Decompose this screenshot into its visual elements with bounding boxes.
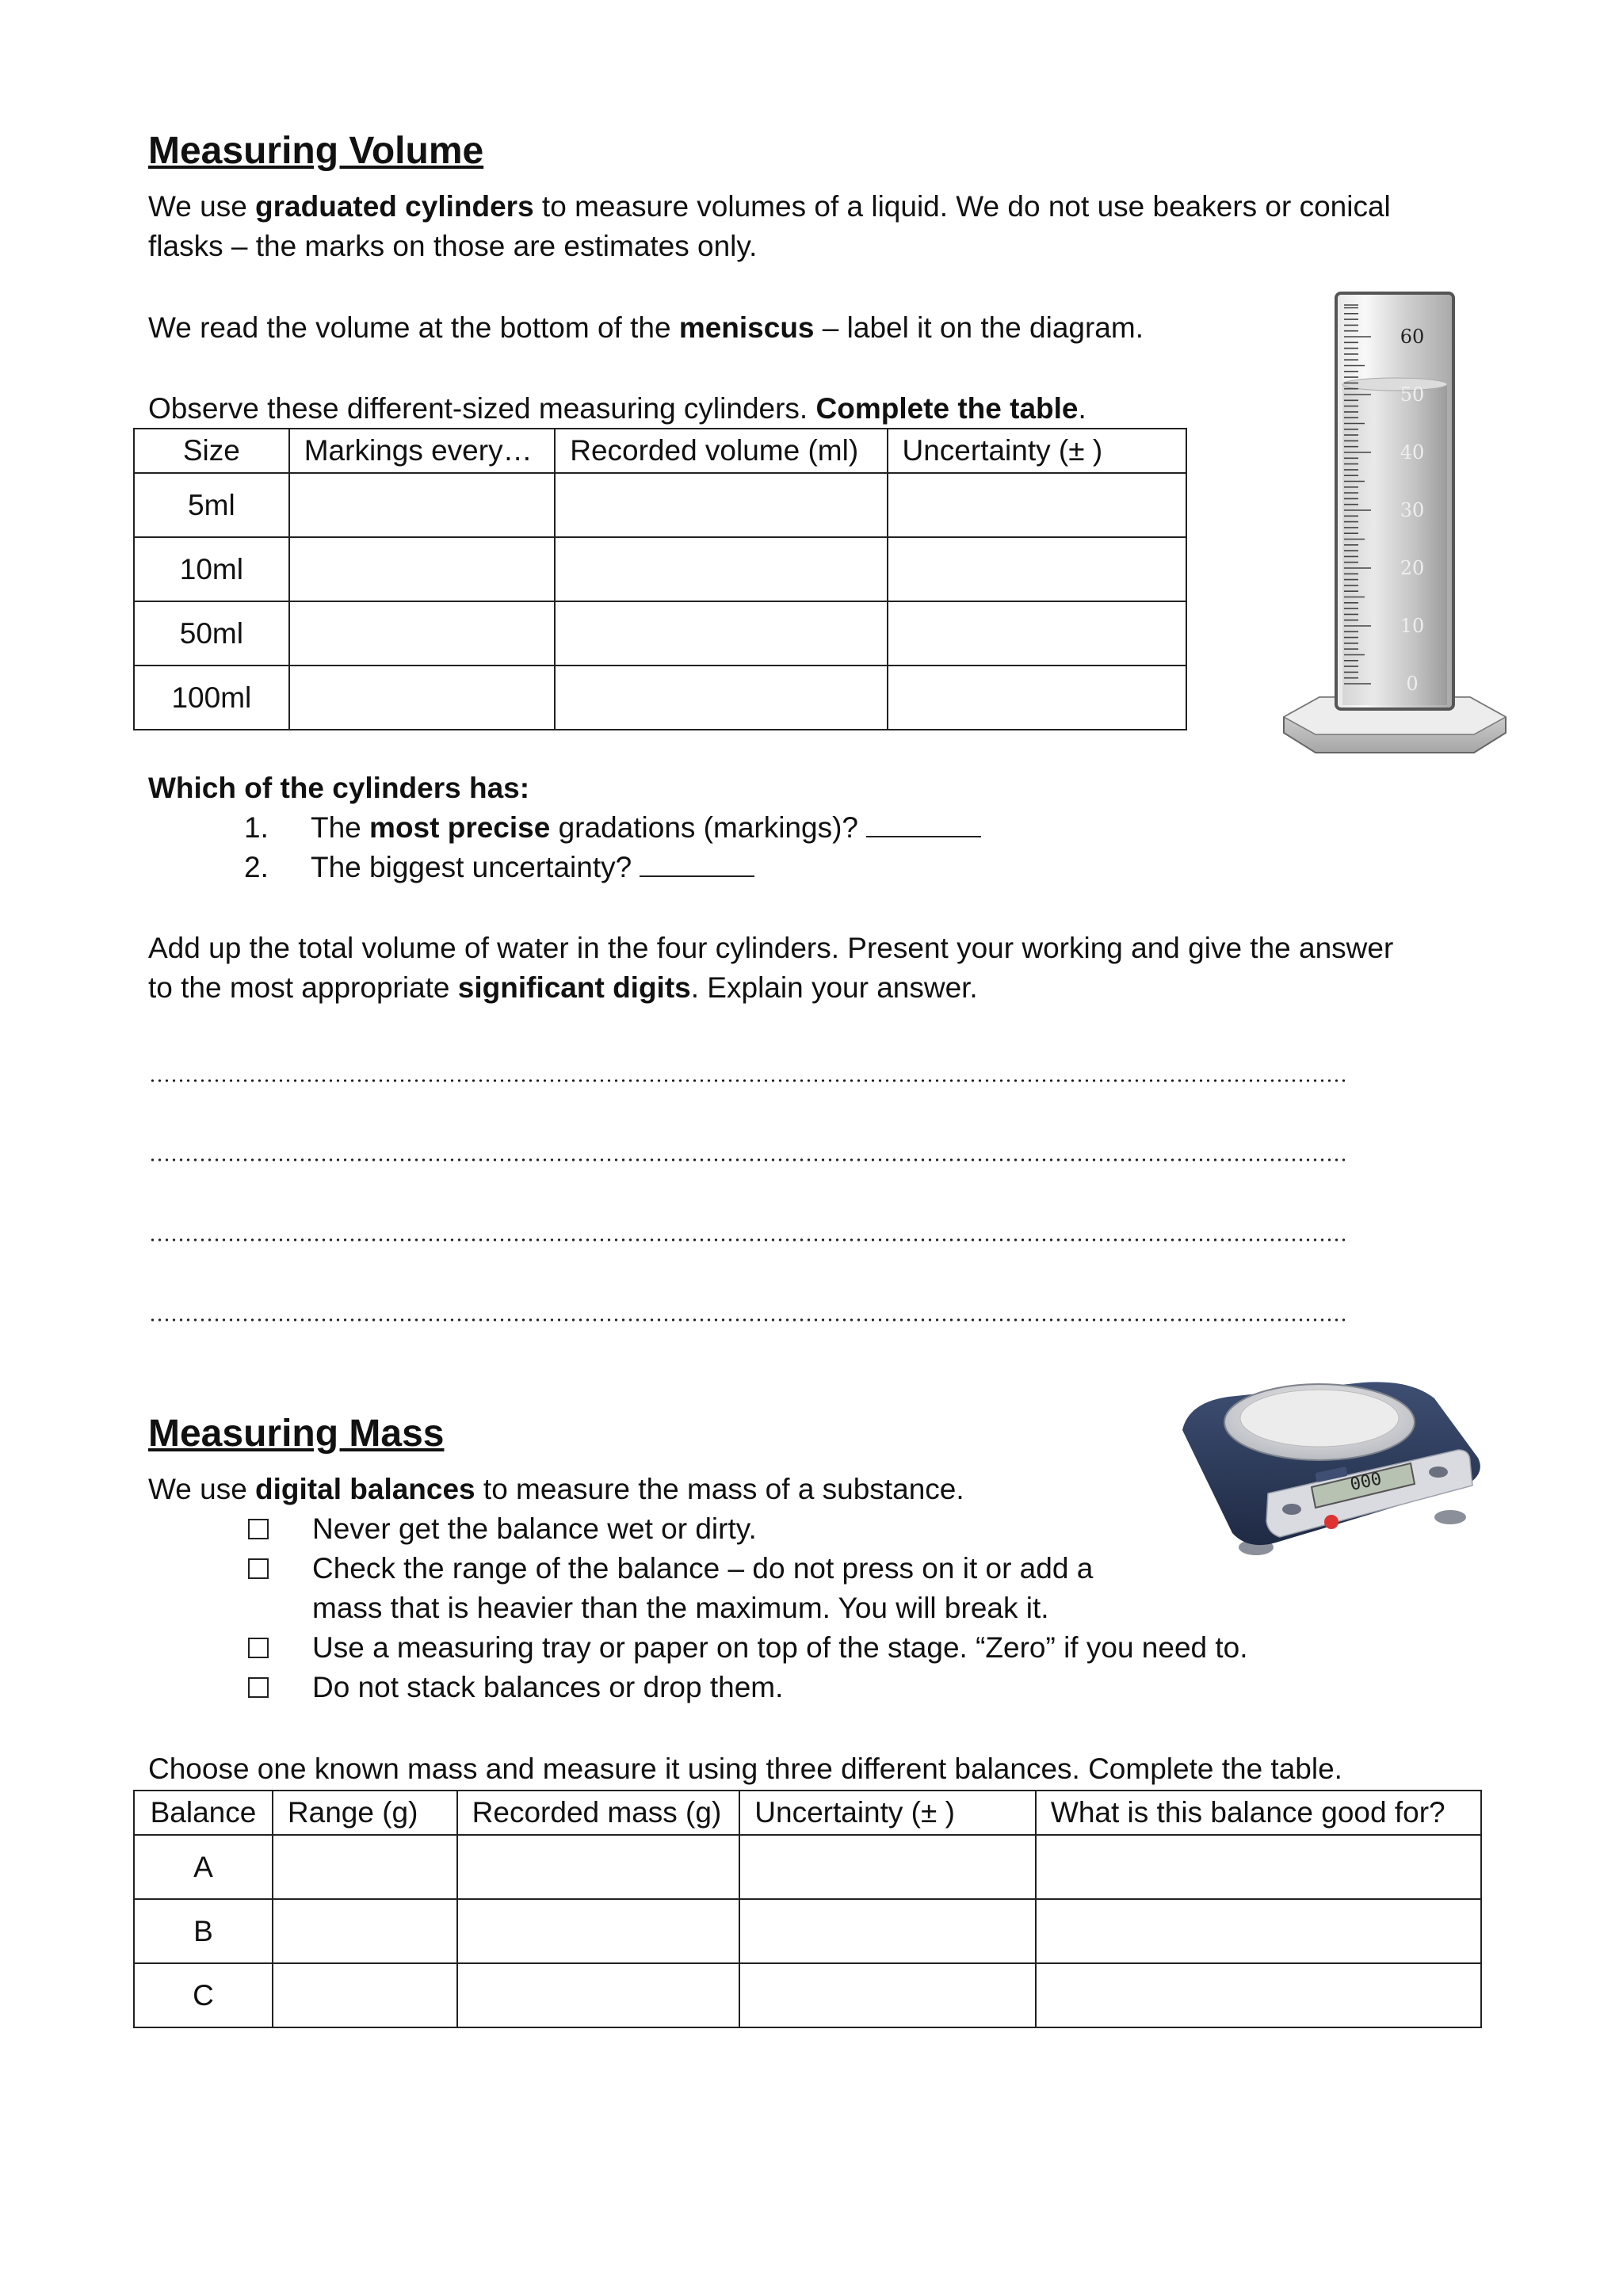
recorded-volume-cell[interactable] bbox=[555, 666, 887, 730]
good-for-cell[interactable] bbox=[1036, 1899, 1481, 1963]
digital-balance-illustration bbox=[1173, 1375, 1490, 1565]
answer-line-3[interactable] bbox=[149, 1238, 1346, 1241]
answer-blank-2[interactable] bbox=[640, 849, 754, 877]
range-cell[interactable] bbox=[273, 1899, 457, 1963]
balance-table bbox=[133, 1790, 1482, 2028]
tick-label: 20 bbox=[1400, 557, 1425, 579]
header-uncertainty: Uncertainty (± ) bbox=[739, 1791, 1036, 1835]
balance-table-header bbox=[134, 1791, 1481, 1835]
size-cell: 5ml bbox=[134, 473, 289, 537]
header-recorded-volume: Recorded volume (ml) bbox=[555, 429, 887, 473]
good-for-cell[interactable] bbox=[1036, 1963, 1481, 2027]
checkbox[interactable] bbox=[248, 1677, 269, 1698]
answer-line-4[interactable] bbox=[149, 1318, 1346, 1322]
uncertainty-cell[interactable] bbox=[739, 1963, 1036, 2027]
header-good-for: What is this balance good for? bbox=[1036, 1791, 1481, 1835]
table-row bbox=[134, 537, 1186, 601]
markings-cell[interactable] bbox=[289, 537, 556, 601]
recorded-volume-cell[interactable] bbox=[555, 601, 887, 666]
graduated-cylinder-illustration bbox=[1260, 289, 1529, 765]
add-instruction-line2: to the most appropriate significant digits. Explain your answer. bbox=[148, 971, 978, 1004]
markings-cell[interactable] bbox=[289, 666, 556, 730]
markings-cell[interactable] bbox=[289, 601, 556, 666]
cylinder-table-header bbox=[134, 429, 1186, 473]
table-row bbox=[134, 1835, 1481, 1899]
which-question-1: 1. The most precise gradations (markings)? bbox=[244, 808, 981, 848]
which-heading: Which of the cylinders has: bbox=[148, 772, 530, 804]
uncertainty-cell[interactable] bbox=[888, 666, 1187, 730]
header-markings: Markings every… bbox=[289, 429, 556, 473]
uncertainty-cell[interactable] bbox=[888, 473, 1187, 537]
uncertainty-cell[interactable] bbox=[739, 1835, 1036, 1899]
range-cell[interactable] bbox=[273, 1963, 457, 2027]
which-question-2: 2. The biggest uncertainty? bbox=[244, 848, 754, 887]
checkbox[interactable] bbox=[248, 1558, 269, 1579]
uncertainty-cell[interactable] bbox=[888, 537, 1187, 601]
range-cell[interactable] bbox=[273, 1835, 457, 1899]
header-recorded-mass: Recorded mass (g) bbox=[457, 1791, 740, 1835]
answer-line-1[interactable] bbox=[149, 1079, 1346, 1082]
rule-item: Do not stack balances or drop them. bbox=[248, 1668, 783, 1707]
tick-label: 50 bbox=[1400, 383, 1425, 406]
tick-label: 30 bbox=[1400, 499, 1425, 521]
meniscus-instruction: We read the volume at the bottom of the meniscus – label it on the diagram. bbox=[148, 311, 1144, 344]
table-row bbox=[134, 666, 1186, 730]
volume-intro-line2: flasks – the marks on those are estimates only. bbox=[148, 230, 758, 262]
checkbox[interactable] bbox=[248, 1638, 269, 1658]
table-row bbox=[134, 473, 1186, 537]
recorded-volume-cell[interactable] bbox=[555, 537, 887, 601]
checkbox[interactable] bbox=[248, 1519, 269, 1539]
markings-cell[interactable] bbox=[289, 473, 556, 537]
good-for-cell[interactable] bbox=[1036, 1835, 1481, 1899]
answer-blank-1[interactable] bbox=[866, 809, 981, 837]
cylinder-table bbox=[133, 428, 1187, 730]
header-range: Range (g) bbox=[273, 1791, 457, 1835]
header-uncertainty: Uncertainty (± ) bbox=[888, 429, 1187, 473]
tick-label: 10 bbox=[1400, 615, 1425, 637]
choose-instruction: Choose one known mass and measure it using three different balances. Complete the table. bbox=[148, 1753, 1342, 1785]
balance-display-reading: 000 bbox=[1348, 1469, 1384, 1496]
uncertainty-cell[interactable] bbox=[888, 601, 1187, 666]
mass-intro: We use digital balances to measure the mass of a substance. bbox=[148, 1473, 964, 1505]
tick-label: 40 bbox=[1400, 441, 1425, 463]
rule-item-continuation: mass that is heavier than the maximum. You will break it. bbox=[312, 1592, 1049, 1624]
table-row bbox=[134, 1963, 1481, 2027]
uncertainty-cell[interactable] bbox=[739, 1899, 1036, 1963]
tick-label: 60 bbox=[1400, 326, 1425, 348]
size-cell: 10ml bbox=[134, 537, 289, 601]
rule-item: Use a measuring tray or paper on top of the stage. “Zero” if you need to. bbox=[248, 1628, 1248, 1668]
observe-instruction: Observe these different-sized measuring cylinders. Complete the table. bbox=[148, 392, 1086, 425]
volume-intro-line1: We use graduated cylinders to measure volumes of a liquid. We do not use beakers or conical bbox=[148, 190, 1391, 223]
tick-label: 0 bbox=[1406, 673, 1419, 695]
size-cell: 100ml bbox=[134, 666, 289, 730]
volume-heading: Measuring Volume bbox=[148, 130, 484, 172]
balance-label-cell: A bbox=[134, 1835, 273, 1899]
recorded-volume-cell[interactable] bbox=[555, 473, 887, 537]
table-row bbox=[134, 1899, 1481, 1963]
size-cell: 50ml bbox=[134, 601, 289, 666]
rule-item: Never get the balance wet or dirty. bbox=[248, 1509, 757, 1549]
answer-line-2[interactable] bbox=[149, 1158, 1346, 1161]
header-balance: Balance bbox=[134, 1791, 273, 1835]
recorded-mass-cell[interactable] bbox=[457, 1899, 740, 1963]
rule-item: Check the range of the balance – do not press on it or add a bbox=[248, 1549, 1093, 1589]
balance-label-cell: B bbox=[134, 1899, 273, 1963]
balance-label-cell: C bbox=[134, 1963, 273, 2027]
recorded-mass-cell[interactable] bbox=[457, 1963, 740, 2027]
header-size: Size bbox=[134, 429, 289, 473]
mass-heading: Measuring Mass bbox=[148, 1413, 445, 1455]
table-row bbox=[134, 601, 1186, 666]
recorded-mass-cell[interactable] bbox=[457, 1835, 740, 1899]
add-instruction-line1: Add up the total volume of water in the four cylinders. Present your working and give the answer bbox=[148, 932, 1394, 964]
